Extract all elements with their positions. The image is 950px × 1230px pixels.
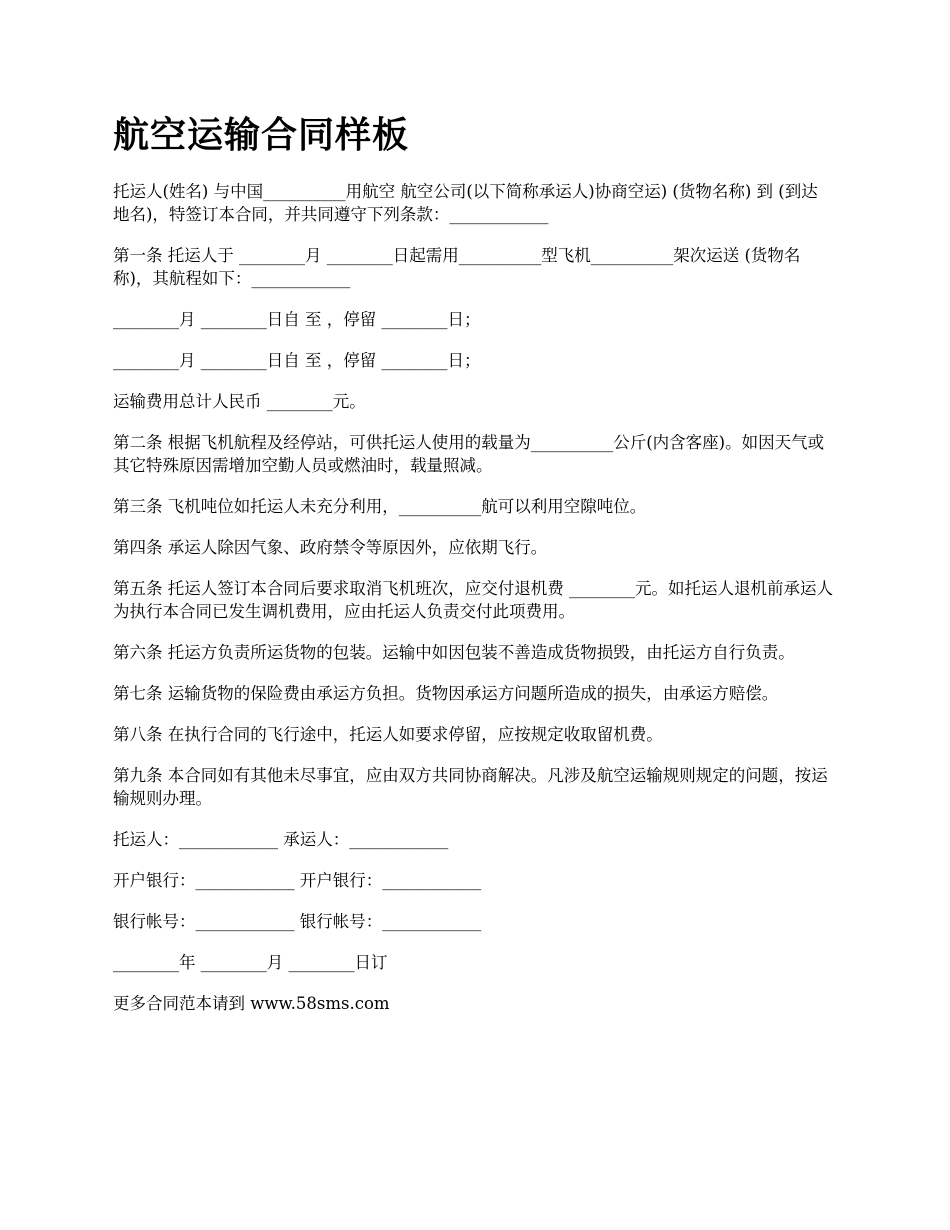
clause-1: 第一条 托运人于 ________月 ________日起需用__________型飞机__________架次运送 (货物名称)，其航程如下：____________ <box>113 246 801 288</box>
clause-9: 第九条 本合同如有其他未尽事宜，应由双方共同协商解决。凡涉及航空运输规则规定的问题，按运输规则办理。 <box>113 766 828 808</box>
clause-5: 第五条 托运人签订本合同后要求取消飞机班次，应交付退机费 ________元。如托运人退机前承运人为执行本合同已发生调机费用，应由托运人负责交付此项费用。 <box>113 579 833 621</box>
clause-8: 第八条 在执行合同的飞行途中，托运人如要求停留，应按规定收取留机费。 <box>113 725 663 744</box>
clause-6: 第六条 托运方负责所运货物的包装。运输中如因包装不善造成货物损毁，由托运方自行负责。 <box>113 643 795 662</box>
document-page <box>113 112 833 1033</box>
clause-3: 第三条 飞机吨位如托运人未充分利用，__________航可以利用空隙吨位。 <box>113 497 647 516</box>
route-line-1: ________月 ________日自 至 ，停留 ________日； <box>113 310 481 329</box>
bank-line: 开户银行：____________ 开户银行：____________ <box>113 871 482 890</box>
clause-2: 第二条 根据飞机航程及经停站，可供托运人使用的载量为__________公斤(内含客座)。如因天气或其它特殊原因需增加空勤人员或燃油时，载量照减。 <box>113 433 825 475</box>
footer-more-link: 更多合同范本请到 www.58sms.com <box>113 994 390 1013</box>
total-fee-line: 运输费用总计人民币 ________元。 <box>113 392 366 411</box>
clause-7: 第七条 运输货物的保险费由承运方负担。货物因承运方问题所造成的损失，由承运方赔偿。 <box>113 684 779 703</box>
account-line: 银行帐号：____________ 银行帐号：____________ <box>113 912 482 931</box>
route-line-2: ________月 ________日自 至 ，停留 ________日； <box>113 351 481 370</box>
date-line: ________年 ________月 ________日订 <box>113 953 388 972</box>
intro-paragraph: 托运人(姓名) 与中国__________用航空 航空公司(以下简称承运人)协商空运) (货物名称) 到 (到达地名)，特签订本合同，并共同遵守下列条款：____________ <box>113 182 818 224</box>
document-title: 航空运输合同样板 <box>113 115 410 156</box>
signatories-line: 托运人：____________ 承运人：____________ <box>113 830 449 849</box>
clause-4: 第四条 承运人除因气象、政府禁令等原因外，应依期飞行。 <box>113 538 548 557</box>
